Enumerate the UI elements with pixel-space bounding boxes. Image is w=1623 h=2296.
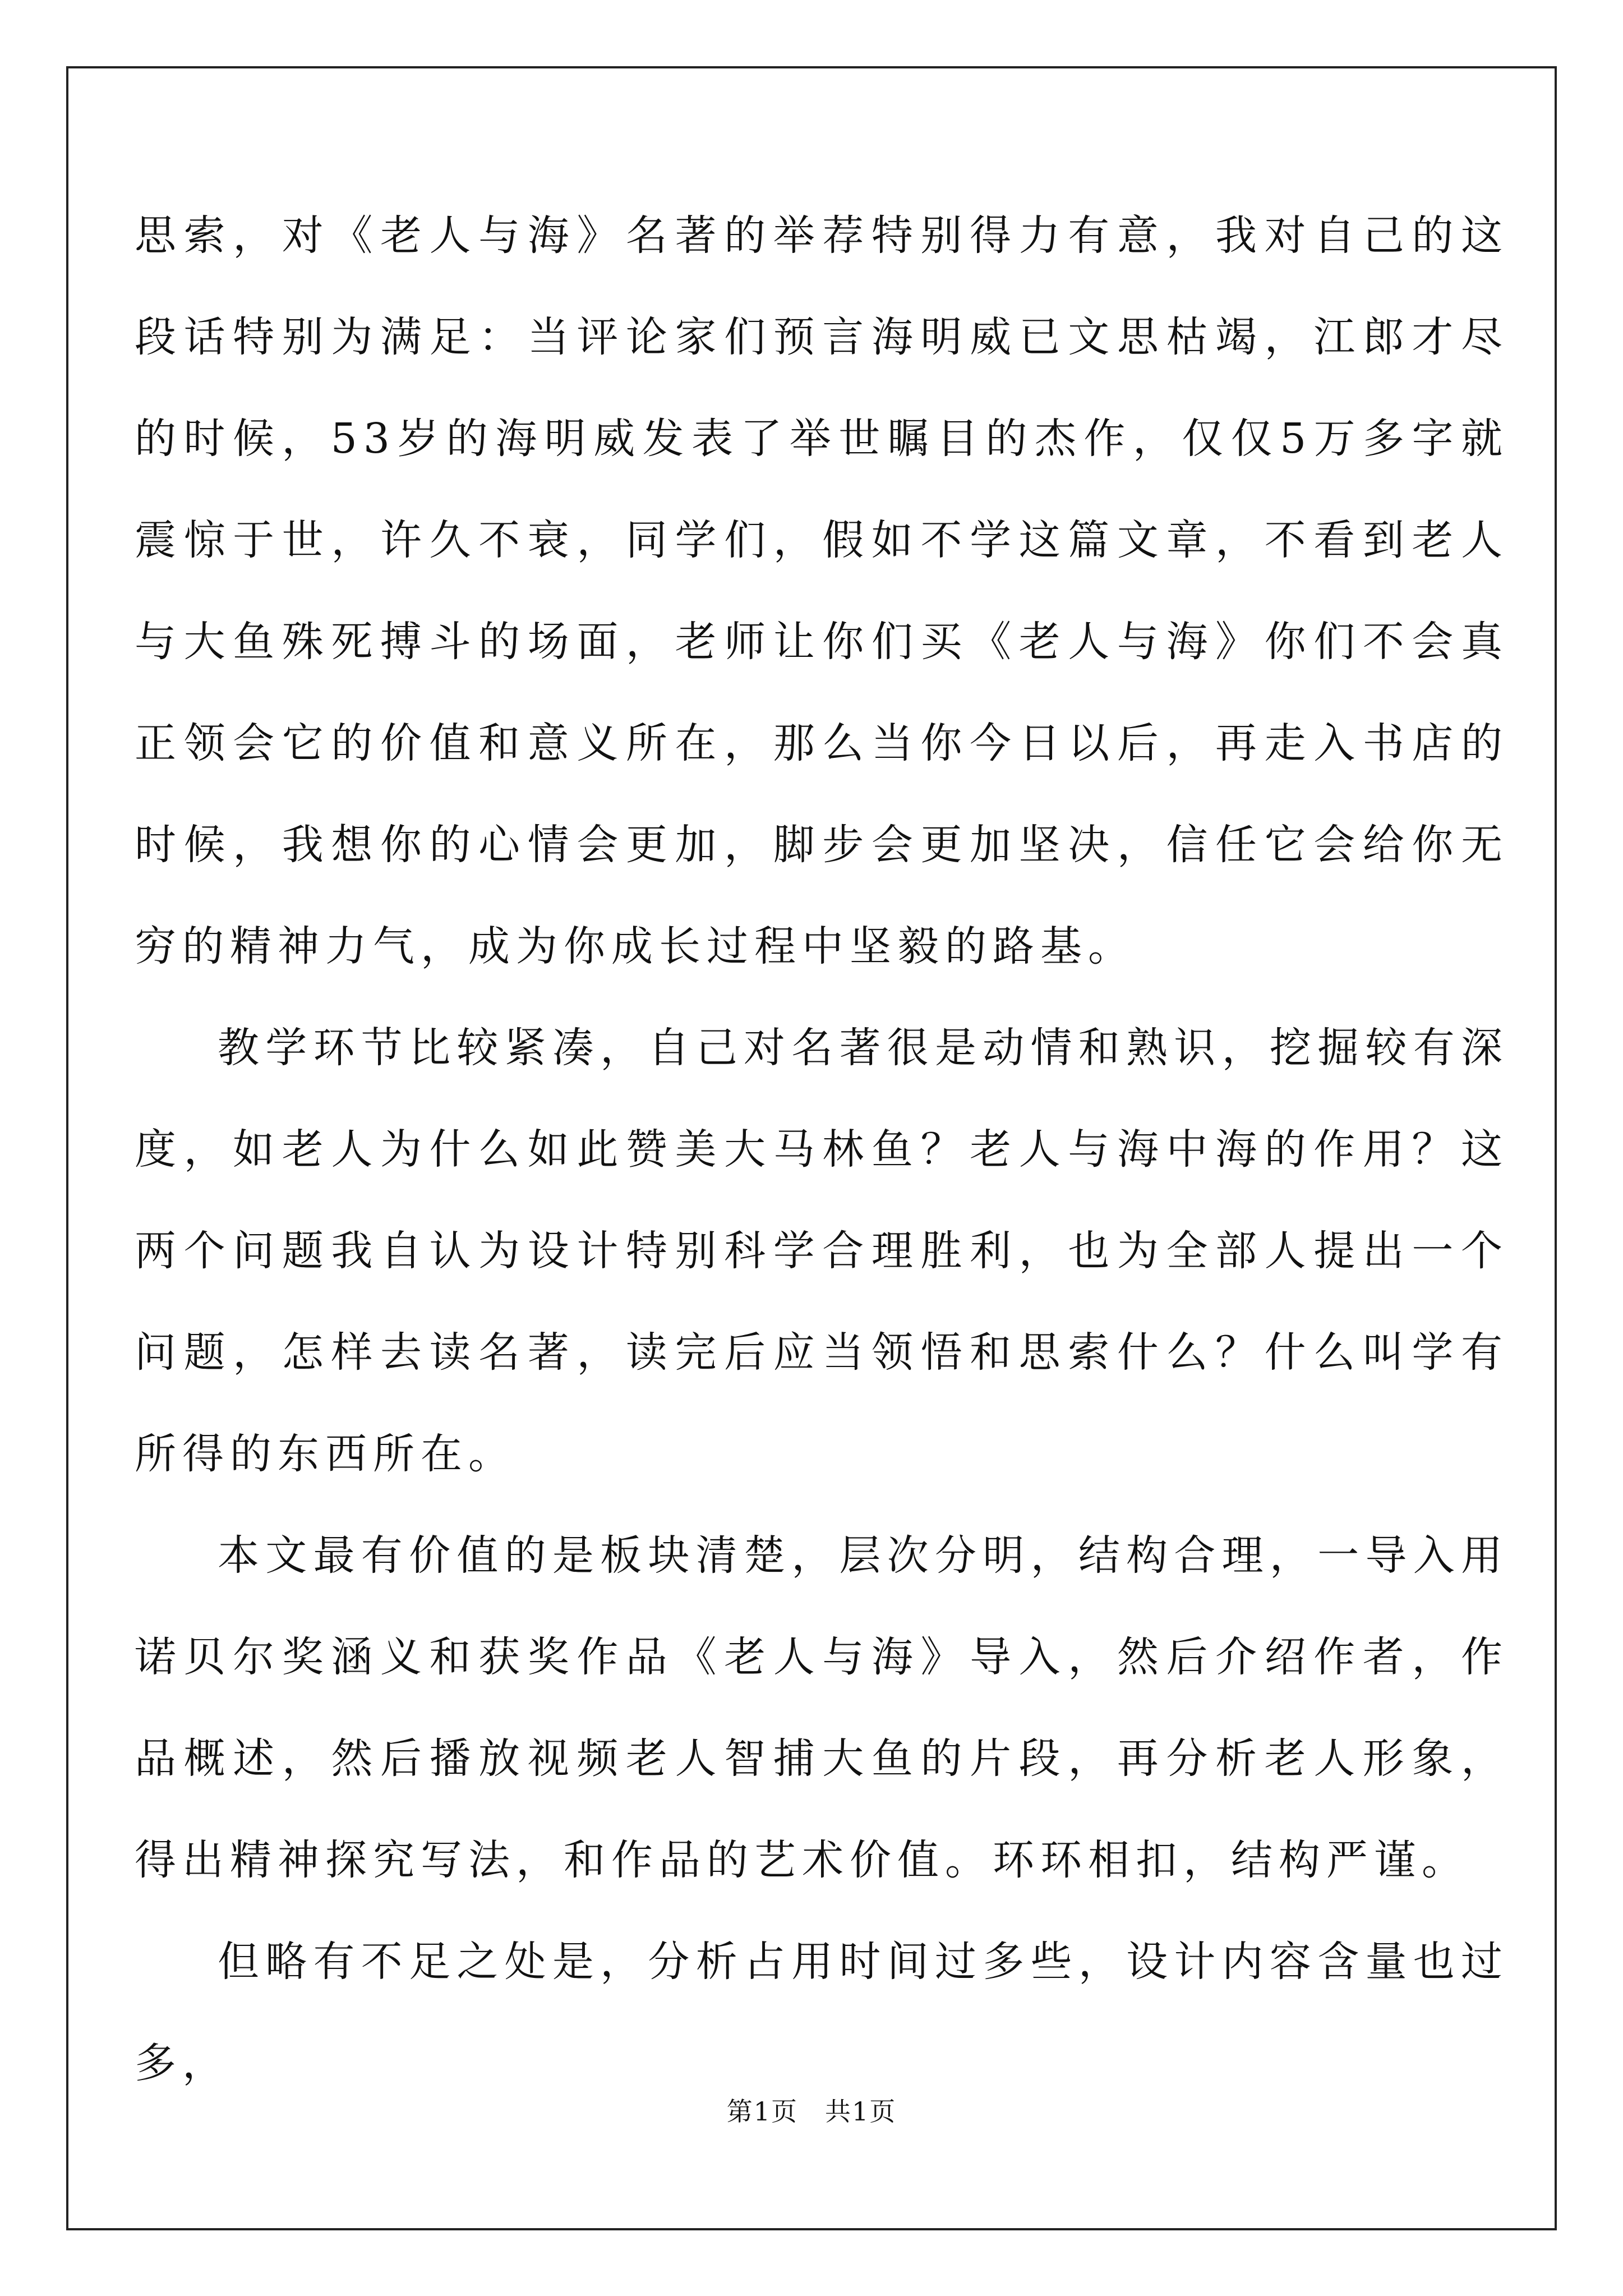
- paragraph-3: 本文最有价值的是板块清楚，层次分明，结构合理，一导入用诺贝尔奖涵义和获奖作品《老人与海》导入，然后介绍作者，作品概述，然后播放视频老人智捕大鱼的片段，再分析老人形象，得出精神探究写法，和作品的艺术价值。环环相扣，结构严谨。: [135, 1531, 1509, 1884]
- page-footer: 第1页 共1页: [726, 2096, 897, 2127]
- paragraph-2: 教学环节比较紧凑，自己对名著很是动情和熟识，挖掘较有深度，如老人为什么如此赞美大马林鱼？老人与海中海的作用？这两个问题我自认为设计特别科学合理胜利，也为全部人提出一个问题，怎样去读名著，读完后应当领悟和思索什么？什么叫学有所得的东西所在。: [135, 1024, 1509, 1478]
- paragraph-1: 思索，对《老人与海》名著的举荐特别得力有意，我对自己的这段话特别为满足：当评论家们预言海明威已文思枯竭，江郎才尽的时候，53岁的海明威发表了举世瞩目的杰作，仅仅5万多字就震惊于世，许久不衰，同学们，假如不学这篇文章，不看到老人与大鱼殊死搏斗的场面，老师让你们买《老人与海》你们不会真正领会它的价值和意义所在，那么当你今日以后，再走入书店的时候，我想你的心情会更加，脚步会更加坚决，信任它会给你无穷的精神力气，成为你成长过程中坚毅的路基。: [135, 211, 1509, 970]
- document-body: [135, 185, 1509, 2114]
- paragraph-4: 但略有不足之处是，分析占用时间过多些，设计内容含量也过多，: [135, 1938, 1509, 2087]
